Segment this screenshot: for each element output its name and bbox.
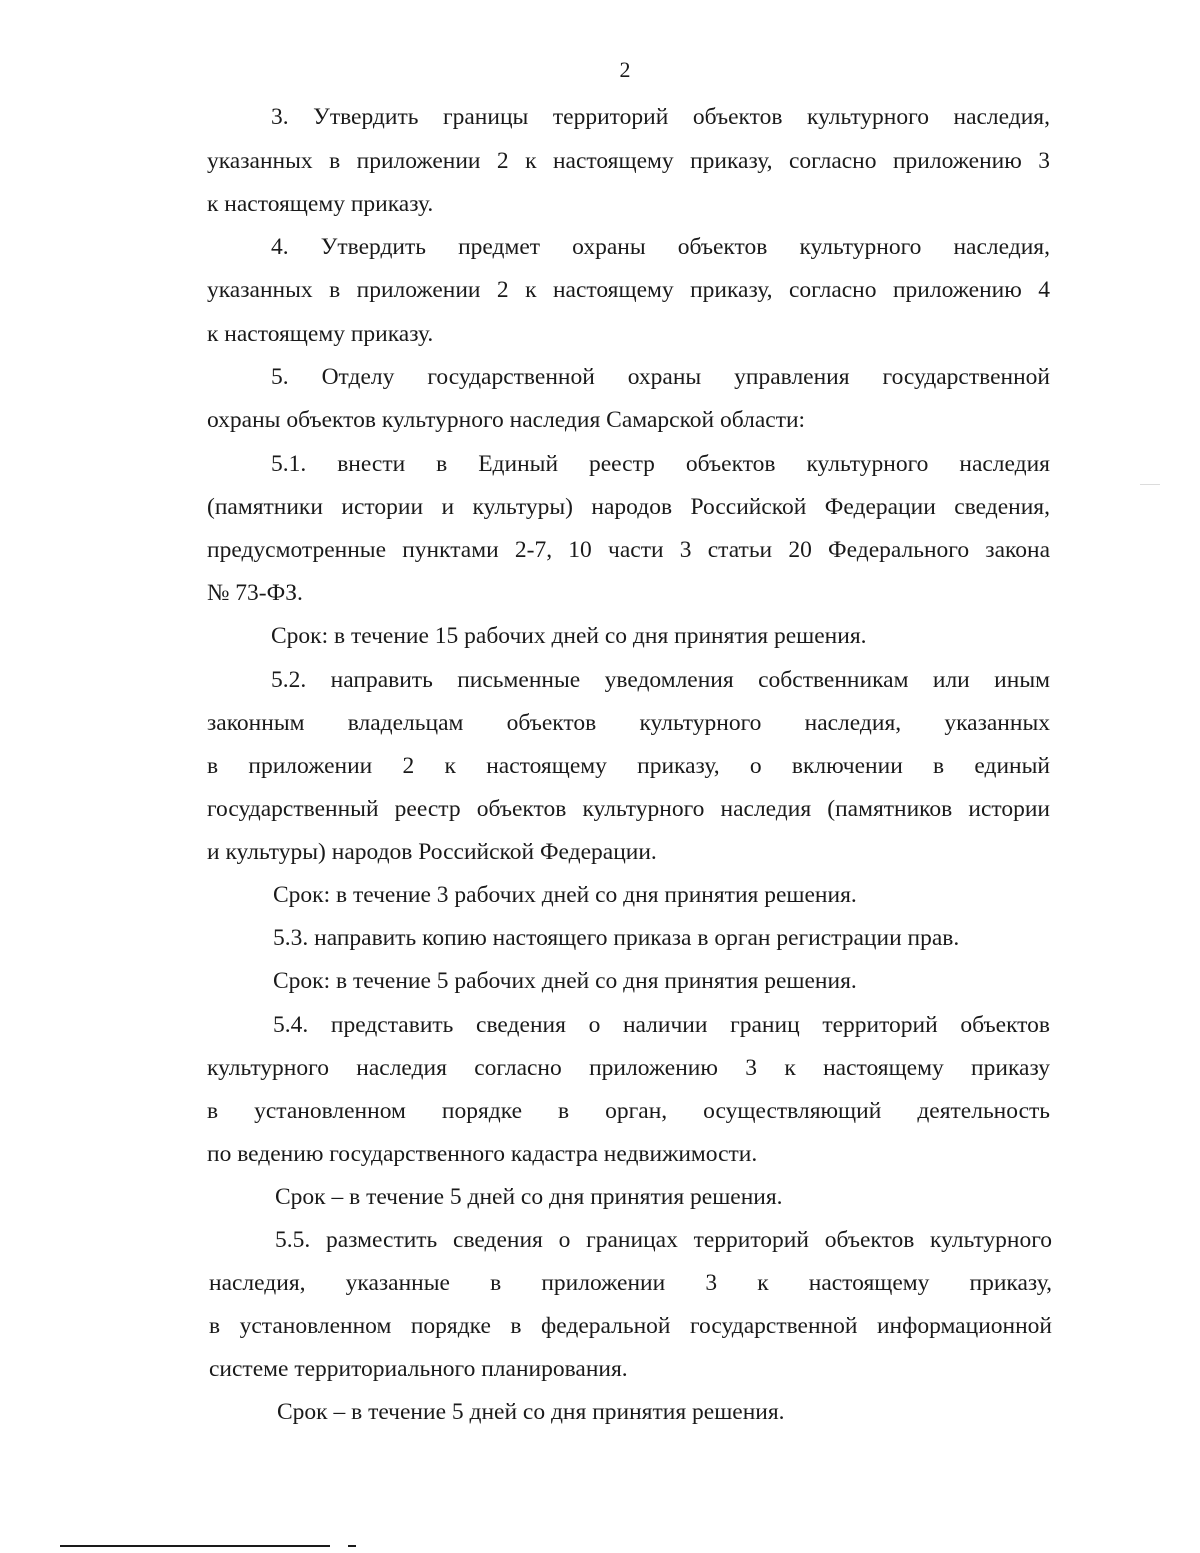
deadline-line: Срок: в течение 3 рабочих дней со дня принятия решения. <box>273 882 857 908</box>
scan-artifact <box>1140 484 1160 485</box>
page-number: 2 <box>619 57 631 82</box>
text-line: 5. Отделу государственной охраны управления государственной <box>271 364 1050 390</box>
text-line: 5.4. представить сведения о наличии границ территорий объектов <box>273 1012 1050 1038</box>
text-line: культурного наследия согласно приложению 3 к настоящему приказу <box>207 1055 1050 1081</box>
text-line: № 73-ФЗ. <box>207 580 303 606</box>
text-line: предусмотренные пунктами 2-7, 10 части 3 статьи 20 Федерального закона <box>207 537 1050 563</box>
deadline-line: Срок: в течение 5 рабочих дней со дня принятия решения. <box>273 968 857 994</box>
footnote-separator-line <box>60 1545 330 1547</box>
footnote-separator-dash <box>348 1545 356 1547</box>
text-line: государственный реестр объектов культурного наследия (памятников истории <box>207 796 1050 822</box>
deadline-line: Срок – в течение 5 дней со дня принятия решения. <box>275 1184 783 1210</box>
text-line: и культуры) народов Российской Федерации. <box>207 839 657 865</box>
text-line: охраны объектов культурного наследия Самарской области: <box>207 407 806 433</box>
text-line: системе территориального планирования. <box>209 1356 628 1382</box>
text-line: в установленном порядке в орган, осуществляющий деятельность <box>207 1098 1050 1124</box>
text-line: наследия, указанные в приложении 3 к настоящему приказу, <box>209 1270 1052 1296</box>
deadline-line: Срок: в течение 15 рабочих дней со дня принятия решения. <box>271 623 867 649</box>
text-line: в приложении 2 к настоящему приказу, о включении в единый <box>207 753 1050 779</box>
text-line: в установленном порядке в федеральной государственной информационной <box>209 1313 1052 1339</box>
deadline-line: Срок – в течение 5 дней со дня принятия решения. <box>277 1399 785 1425</box>
paragraph-item-5-3: 5.3. направить копию настоящего приказа в орган регистрации прав. <box>273 925 960 951</box>
text-line: к настоящему приказу. <box>207 321 434 347</box>
text-line: 5.5. разместить сведения о границах территорий объектов культурного <box>275 1227 1052 1253</box>
text-line: указанных в приложении 2 к настоящему приказу, согласно приложению 3 <box>207 148 1050 174</box>
text-line: по ведению государственного кадастра недвижимости. <box>207 1141 758 1167</box>
text-line: (памятники истории и культуры) народов Российской Федерации сведения, <box>207 494 1050 520</box>
text-line: 3. Утвердить границы территорий объектов культурного наследия, <box>271 104 1050 130</box>
text-line: 5.1. внести в Единый реестр объектов культурного наследия <box>271 451 1050 477</box>
text-line: законным владельцам объектов культурного наследия, указанных <box>207 710 1050 736</box>
text-line: указанных в приложении 2 к настоящему приказу, согласно приложению 4 <box>207 277 1050 303</box>
text-line: 4. Утвердить предмет охраны объектов культурного наследия, <box>271 234 1050 260</box>
text-line: 5.2. направить письменные уведомления собственникам или иным <box>271 667 1050 693</box>
text-line: к настоящему приказу. <box>207 191 434 217</box>
